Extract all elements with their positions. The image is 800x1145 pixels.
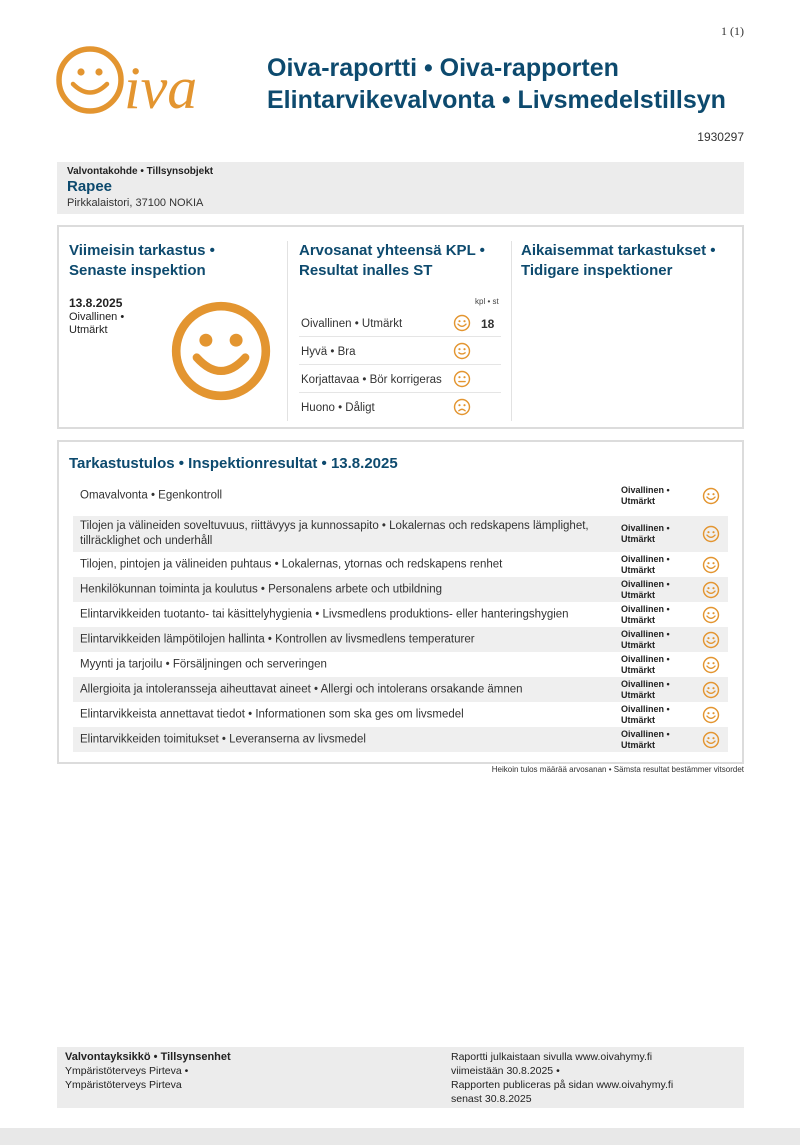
result-category: Myynti ja tarjoilu • Försäljningen och serveringen	[80, 658, 327, 670]
previous-heading-line2: Tidigare inspektioner	[521, 262, 673, 279]
grade-count: 18	[481, 317, 495, 331]
result-row	[73, 652, 728, 677]
result-grade-line1: Oivallinen •	[621, 553, 670, 564]
smiley-excellent-icon	[702, 656, 720, 674]
smiley-excellent-icon	[702, 525, 720, 543]
latest-inspection-heading	[69, 241, 284, 281]
oiva-logo	[54, 44, 249, 116]
result-grade-line2: Utmärkt	[621, 739, 656, 750]
result-row	[73, 602, 728, 627]
smiley-excellent-icon	[702, 606, 720, 624]
target-label: Valvontakohde • Tillsynsobjekt	[67, 166, 214, 177]
result-grade-line2: Utmärkt	[621, 689, 656, 700]
result-grade-line2: Utmärkt	[621, 564, 656, 575]
result-grade-line1: Oivallinen •	[621, 728, 670, 739]
result-grade-line2: Utmärkt	[621, 534, 656, 544]
result-grade	[621, 679, 670, 701]
result-category: Allergioita ja intoleransseja aiheuttavat aineet • Allergi och intolerans orsakande ämnen	[80, 683, 523, 695]
smiley-excellent-icon	[702, 706, 720, 724]
supervision-unit	[65, 1050, 231, 1092]
result-category: Elintarvikkeiden tuotanto- tai käsittelyhygienia • Livsmedlens produktions- eller hanteringshygien	[80, 608, 569, 620]
grade-label: Hyvä • Bra	[301, 346, 356, 358]
latest-heading-line2: Senaste inspektion	[69, 262, 206, 279]
result-grade-line2: Utmärkt	[621, 664, 656, 675]
report-id: 1930297	[697, 130, 744, 144]
result-grade-line2: Utmärkt	[621, 639, 656, 650]
inspection-target	[57, 162, 744, 214]
publication-info	[451, 1050, 673, 1106]
result-category: Henkilökunnan toiminta ja koulutus • Personalens arbete och utbildning	[80, 583, 443, 595]
grades-heading-line2: Resultat inalles ST	[299, 262, 433, 279]
result-grade-line1: Oivallinen •	[621, 485, 670, 495]
result-grade	[621, 485, 670, 507]
result-row	[73, 552, 728, 577]
latest-grade-line2: Utmärkt	[69, 324, 108, 336]
result-category: Elintarvikkeista annettavat tiedot • Informationen som ska ges om livsmedel	[80, 708, 464, 720]
grades-heading-line1: Arvosanat yhteensä KPL •	[299, 242, 485, 259]
smiley-good-icon	[453, 342, 471, 360]
publish-line2: viimeistään 30.8.2025 •	[451, 1065, 560, 1077]
page-bottom-edge	[0, 1128, 800, 1145]
footer	[57, 1047, 744, 1108]
result-grade	[621, 704, 670, 726]
publish-line3: Rapporten publiceras på sidan www.oivahymy.fi	[451, 1079, 674, 1091]
result-row	[73, 484, 728, 508]
result-category: Tilojen ja välineiden soveltuvuus, riittävyys ja kunnossapito • Lokalernas och redskapens lämplighet, tillräcklighet och underhåll	[80, 520, 589, 547]
grade-row-poor	[299, 393, 501, 421]
result-row	[73, 577, 728, 602]
target-name: Rapee	[67, 178, 113, 195]
grade-row-excellent	[299, 309, 501, 337]
result-grade-line1: Oivallinen •	[621, 523, 670, 533]
smiley-excellent-icon	[702, 631, 720, 649]
grade-label: Oivallinen • Utmärkt	[301, 318, 403, 330]
smiley-excellent-icon	[702, 681, 720, 699]
result-grade-line2: Utmärkt	[621, 496, 656, 506]
result-grade	[621, 523, 670, 545]
grade-label: Korjattavaa • Bör korrigeras	[301, 374, 442, 386]
report-title-line1: Oiva-raportti • Oiva-rapporten	[267, 54, 619, 82]
grade-row-needs-correction	[299, 365, 501, 393]
result-row	[73, 702, 728, 727]
result-grade	[621, 629, 670, 651]
smiley-excellent-icon	[702, 556, 720, 574]
result-row	[73, 627, 728, 652]
divider	[511, 241, 512, 421]
latest-grade-line1: Oivallinen •	[69, 311, 125, 323]
result-grade	[621, 654, 670, 676]
unit-line1: Ympäristöterveys Pirteva •	[65, 1065, 189, 1077]
latest-heading-line1: Viimeisin tarkastus •	[69, 242, 215, 259]
result-grade	[621, 554, 670, 576]
result-grade-line1: Oivallinen •	[621, 678, 670, 689]
result-grade-line1: Oivallinen •	[621, 653, 670, 664]
latest-date: 13.8.2025	[69, 296, 123, 310]
result-grade-line2: Utmärkt	[621, 589, 656, 600]
result-row	[73, 727, 728, 752]
previous-inspections-heading	[521, 241, 736, 281]
report-title-line2: Elintarvikevalvonta • Livsmedelstillsyn	[267, 86, 726, 114]
result-grade-line1: Oivallinen •	[621, 628, 670, 639]
smiley-neutral-icon	[453, 370, 471, 388]
result-row	[73, 677, 728, 702]
results-title: Tarkastustulos • Inspektionresultat • 13.8.2025	[69, 455, 398, 472]
result-grade-line1: Oivallinen •	[621, 703, 670, 714]
grade-row-good	[299, 337, 501, 365]
latest-inspection-info	[69, 297, 124, 337]
svg-text:iva: iva	[124, 55, 198, 116]
smiley-excellent-icon	[702, 487, 720, 505]
result-grade-line1: Oivallinen •	[621, 578, 670, 589]
target-address: Pirkkalaistori, 37100 NOKIA	[67, 197, 204, 209]
publish-line4: senast 30.8.2025	[451, 1093, 532, 1105]
summary-panel	[57, 225, 744, 429]
smiley-poor-icon	[453, 398, 471, 416]
smiley-excellent-icon	[453, 314, 471, 332]
divider	[287, 241, 288, 421]
grade-label: Huono • Dåligt	[301, 402, 375, 414]
smiley-excellent-icon	[702, 581, 720, 599]
previous-heading-line1: Aikaisemmat tarkastukset •	[521, 242, 716, 259]
results-footnote: Heikoin tulos määrää arvosanan • Sämsta resultat bestämmer vitsordet	[491, 765, 744, 774]
unit-line2: Ympäristöterveys Pirteva	[65, 1079, 182, 1091]
unit-label: Valvontayksikkö • Tillsynsenhet	[65, 1051, 231, 1063]
result-grade-line2: Utmärkt	[621, 714, 656, 725]
result-grade	[621, 579, 670, 601]
result-category: Omavalvonta • Egenkontroll	[80, 489, 223, 502]
result-grade-line1: Oivallinen •	[621, 603, 670, 614]
result-category: Elintarvikkeiden toimitukset • Leveranserna av livsmedel	[80, 733, 366, 745]
page-number: 1 (1)	[721, 24, 744, 38]
publish-line1: Raportti julkaistaan sivulla www.oivahymy.fi	[451, 1051, 653, 1063]
kpl-label: kpl • st	[475, 297, 499, 306]
inspection-results-panel	[57, 440, 744, 764]
big-smiley-excellent-icon	[167, 297, 275, 405]
result-grade-line2: Utmärkt	[621, 614, 656, 625]
result-category: Tilojen, pintojen ja välineiden puhtaus • Lokalernas, ytornas och redskapens renhet	[80, 558, 503, 570]
result-grade	[621, 604, 670, 626]
result-row	[73, 516, 728, 552]
result-grade	[621, 729, 670, 751]
report-title	[267, 52, 726, 116]
result-category: Elintarvikkeiden lämpötilojen hallinta • Kontrollen av livsmedlens temperaturer	[80, 633, 475, 645]
smiley-excellent-icon	[702, 731, 720, 749]
grades-total-heading	[299, 241, 509, 281]
